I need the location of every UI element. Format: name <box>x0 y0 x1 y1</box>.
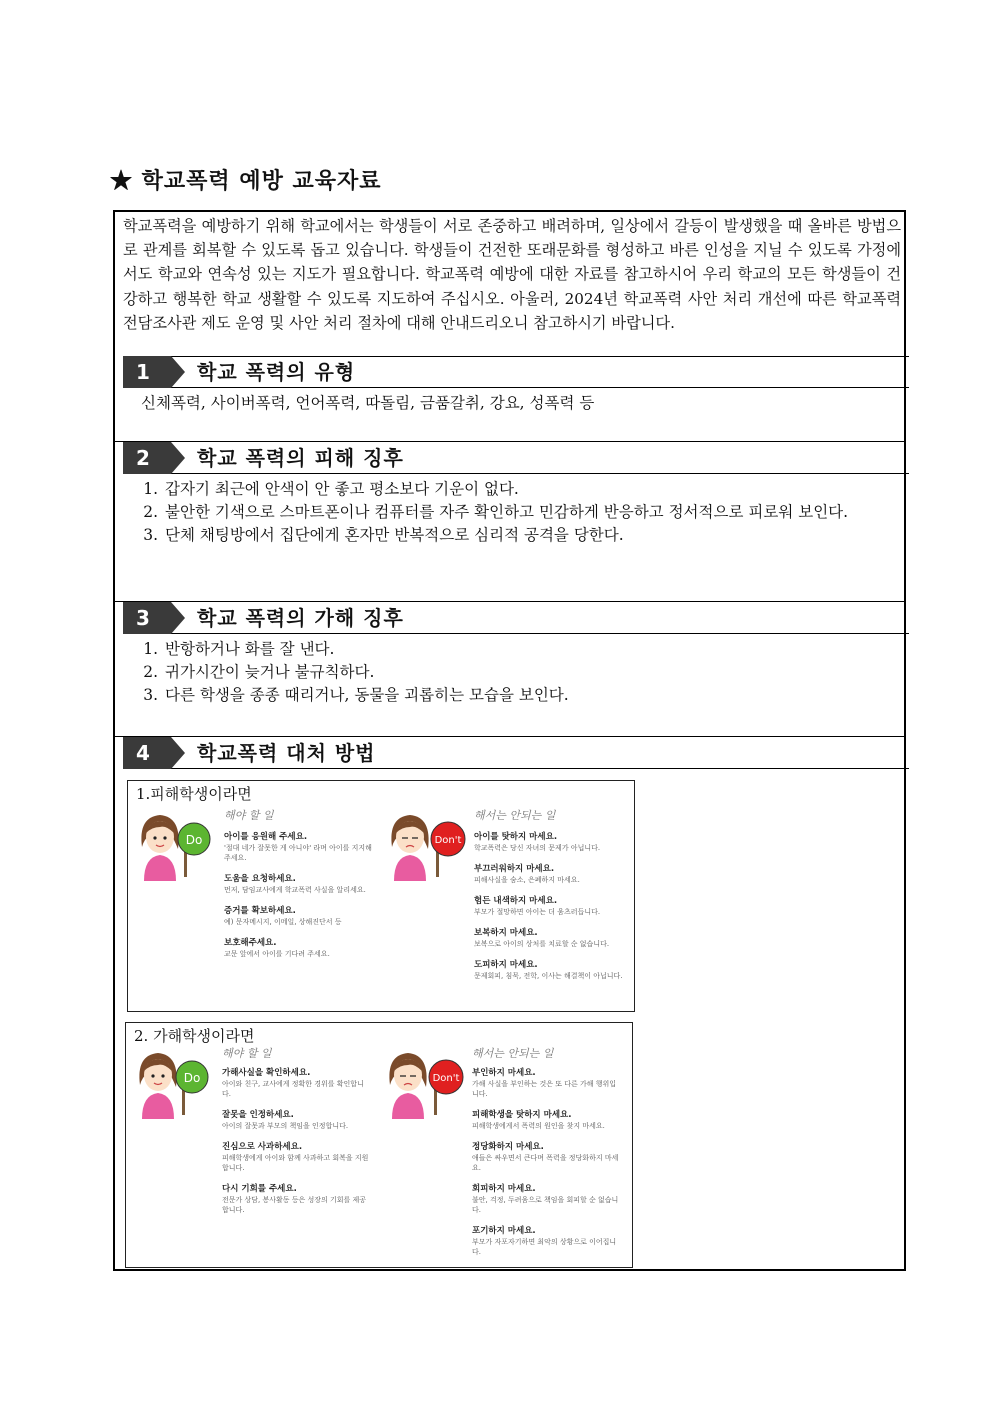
section-2-title: 학교 폭력의 피해 징후 <box>197 446 404 470</box>
section-2-arrow <box>171 442 185 474</box>
list-item: 보호해주세요. 교문 앞에서 아이를 기다려 주세요. <box>224 938 330 958</box>
girl-do-icon <box>134 1047 214 1119</box>
do-list <box>224 831 374 969</box>
list-item: 3. 다른 학생을 종종 때리거나, 동물을 괴롭히는 모습을 보인다. <box>163 684 901 707</box>
do-badge: Do <box>183 1071 201 1085</box>
dont-badge: Don't <box>432 1073 460 1084</box>
section-2-header <box>123 442 909 474</box>
dont-column-title: 해서는 안되는 일 <box>472 1047 554 1060</box>
list-item: 아이를 응원해 주세요. '절대 네가 잘못한 게 아니야' 라며 아이를 지지해 주세요. <box>224 832 372 862</box>
section-1-title: 학교 폭력의 유형 <box>197 360 356 384</box>
list-item: 2. 불안한 기색으로 스마트폰이나 컴퓨터를 자주 확인하고 민감하게 반응하고 정서적으로 피로워 보인다. <box>163 501 901 524</box>
content-frame <box>113 210 906 1271</box>
victim-guide-panel <box>127 780 635 1012</box>
do-column-title: 해야 할 일 <box>222 1047 272 1060</box>
section-4-title: 학교폭력 대처 방법 <box>197 741 376 765</box>
do-list <box>222 1067 372 1225</box>
dont-list <box>474 831 624 991</box>
violence-types-text: 신체폭력, 사이버폭력, 언어폭력, 따돌림, 금품갈취, 강요, 성폭력 등 <box>141 394 595 412</box>
offender-guide-panel <box>125 1022 633 1268</box>
list-item: 잘못을 인정하세요. 아이의 잘못과 부모의 책임을 인정합니다. <box>222 1110 349 1130</box>
list-item: 3. 단체 채팅방에서 집단에게 혼자만 반복적으로 심리적 공격을 당한다. <box>163 524 901 547</box>
list-item: 보복하지 마세요. 보복으로 아이의 상처를 치료할 순 없습니다. <box>474 928 610 948</box>
victim-signs-list <box>141 478 901 547</box>
list-item: 2. 귀가시간이 늦거나 불규칙하다. <box>163 661 901 684</box>
list-item: 부인하지 마세요. 가해 사실을 부인하는 것은 또 다른 가해 행위입니다. <box>472 1068 617 1098</box>
list-item: 아이를 탓하지 마세요. 학교폭력은 당신 자녀의 문제가 아닙니다. <box>474 832 601 852</box>
list-item: 피해학생을 탓하지 마세요. 피해학생에게서 폭력의 원인을 찾지 마세요. <box>472 1110 605 1130</box>
section-2-number: 2 <box>123 442 171 474</box>
offender-signs-list <box>141 638 901 707</box>
section-3-arrow <box>171 602 185 634</box>
do-badge: Do <box>185 833 203 847</box>
list-item: 다시 기회를 주세요. 전문가 상담, 봉사활동 등은 성장의 기회를 제공합니다. <box>222 1184 367 1214</box>
section-3-title: 학교 폭력의 가해 징후 <box>197 606 404 630</box>
list-item: 1. 반항하거나 화를 잘 낸다. <box>163 638 901 661</box>
section-3-header <box>123 602 909 634</box>
section-1-arrow <box>171 356 185 388</box>
panel-title: 2. 가해학생이라면 <box>134 1027 255 1045</box>
list-item: 도움을 요청하세요. 먼저, 담임교사에게 학교폭력 사실을 알리세요. <box>224 874 366 894</box>
dont-column-title: 해서는 안되는 일 <box>474 809 556 822</box>
panel-title: 1.피해학생이라면 <box>136 785 252 803</box>
section-4-header <box>123 737 909 769</box>
list-item: 부끄러워하지 마세요. 피해사실을 숨소, 은폐하지 마세요. <box>474 864 580 884</box>
do-column-title: 해야 할 일 <box>224 809 274 822</box>
section-4-arrow <box>171 737 185 769</box>
girl-dont-icon <box>386 809 472 881</box>
list-item: 1. 갑자기 최근에 안색이 안 좋고 평소보다 기운이 없다. <box>163 478 901 501</box>
list-item: 가해사실을 확인하세요. 아이와 친구, 교사에게 정확한 경위를 확인합니다. <box>222 1068 364 1098</box>
list-item: 정당화하지 마세요. 애들은 싸우면서 큰다며 폭력을 정당화하지 마세요. <box>472 1142 619 1172</box>
dont-badge: Don't <box>434 835 462 846</box>
girl-do-icon <box>136 809 216 881</box>
page-title: ★ 학교폭력 예방 교육자료 <box>110 168 382 194</box>
list-item: 회피하지 마세요. 불안, 걱정, 두려움으로 책임을 회피할 순 없습니다. <box>472 1184 619 1214</box>
dont-list <box>472 1067 622 1267</box>
section-4-number: 4 <box>123 737 171 769</box>
section-3-number: 3 <box>123 602 171 634</box>
list-item: 도피하지 마세요. 문제회피, 침묵, 전학, 이사는 해결책이 아닙니다. <box>474 960 623 980</box>
intro-paragraph: 학교폭력을 예방하기 위해 학교에서는 학생들이 서로 존중하고 배려하며, 일상에서 갈등이 발생했을 때 올바른 방법으로 관계를 회복할 수 있도록 돕고 있습니다. 학생들이 건전한 또래문화를 형성하고 바른 인성을 지닐 수 있도록 가정에서도 학교와 연속성 있는 지도가 필요합니다. 학교폭력 예방에 대한 자료를 참고하시어 우리 학교의 모든 학생들이 건강하고 행복한 학교 생활할 수 있도록 지도하여 주십시오. 아울러, 2024년 학교폭력 사안 처리 개선에 따른 학교폭력전담조사관 제도 운영 및 사안 처리 절차에 대해 안내드리오니 참고하시기 바랍니다. <box>123 217 901 332</box>
section-1-number: 1 <box>123 356 171 388</box>
girl-dont-icon <box>384 1047 470 1119</box>
list-item: 진심으로 사과하세요. 피해학생에게 아이와 함께 사과하고 회복을 지원합니다. <box>222 1142 369 1172</box>
list-item: 증거를 확보하세요. 예) 문자메시지, 이메일, 상해진단서 등 <box>224 906 342 926</box>
list-item: 포기하지 마세요. 부모가 자포자기하면 최악의 상황으로 이어집니다. <box>472 1226 617 1256</box>
list-item: 험든 내색하지 마세요. 부모가 절망하면 아이는 더 움츠러듭니다. <box>474 896 601 916</box>
section-1-header <box>123 356 909 388</box>
